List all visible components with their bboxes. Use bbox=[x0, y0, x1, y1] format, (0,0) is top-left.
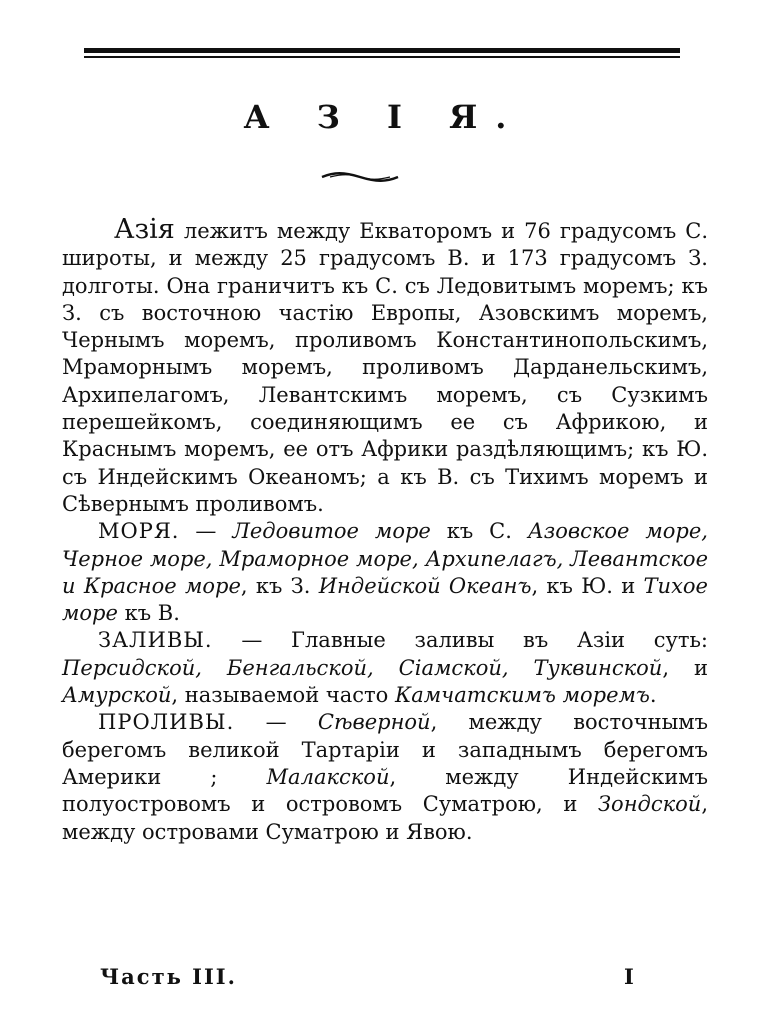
seas-name-1: Ледовитое море bbox=[232, 519, 431, 544]
gulfs-name-1: Персидской, Бенгальской, Сіамской, Туквинской bbox=[62, 655, 663, 680]
gulfs-name-2: Амурской bbox=[62, 683, 172, 708]
seas-dash: — bbox=[179, 519, 233, 544]
seas-text-2: , къ З. bbox=[240, 573, 319, 598]
title-ornament bbox=[320, 170, 400, 184]
paragraph-straits bbox=[62, 709, 708, 845]
body-text bbox=[62, 216, 708, 846]
seas-heading: МОРЯ. bbox=[98, 519, 180, 544]
header-rule-thick bbox=[84, 48, 680, 53]
straits-name-2: Малакской bbox=[266, 764, 390, 789]
paragraph-gulfs bbox=[62, 627, 708, 709]
intro-lead-word: Азія bbox=[114, 214, 175, 245]
gulfs-text-1: — Главные заливы въ Азіи суть: bbox=[212, 628, 708, 653]
straits-name-1: Сѣверной bbox=[317, 710, 431, 735]
straits-heading: ПРОЛИВЫ. bbox=[98, 710, 235, 735]
gulfs-name-3: Камчатскимъ моремъ bbox=[394, 683, 650, 708]
straits-text-2: , между Индейскимъ полуостровомъ и островомъ Суматрою, и bbox=[62, 764, 709, 817]
straits-text-3: , между островами Суматрою и Явою. bbox=[62, 792, 708, 844]
gulfs-heading: ЗАЛИВЫ. bbox=[98, 628, 213, 653]
seas-text-1: къ С. bbox=[430, 519, 528, 544]
gulfs-text-3: , называемой часто bbox=[171, 683, 395, 708]
paragraph-intro bbox=[62, 216, 708, 518]
seas-name-2: Азовское море, Черное море, Мраморное море, Архипелагъ, Левантское и Красное море bbox=[62, 519, 708, 598]
paragraph-seas bbox=[62, 518, 708, 627]
straits-dash: — bbox=[234, 710, 318, 735]
seas-name-3: Индейской Океанъ bbox=[318, 573, 532, 598]
intro-text: лежитъ между Екваторомъ и 76 градусомъ С. широты, и между 25 градусомъ В. и 173 градусомъ З. долготы. Она граничитъ къ С. съ Ледовитымъ моремъ; къ З. съ восточною частію Европы, Азовскимъ моремъ, Чернымъ моремъ, проливомъ Константинопольскимъ, Мраморнымъ моремъ, проливомъ Дарданельскимъ, Архипелагомъ, Левантскимъ моремъ, съ Сузкимъ перешейкомъ, соединяющимъ ее съ Африкою, и Краснымъ моремъ, ее отъ Африки раздѣляющимъ; къ Ю. съ Индейскимъ Океаномъ; а къ В. съ Тихимъ моремъ и Сѣвернымъ проливомъ. bbox=[62, 219, 708, 516]
seas-text-4: къ В. bbox=[117, 601, 180, 626]
sheet-number: I bbox=[624, 964, 634, 989]
straits-name-3: Зондской bbox=[597, 792, 702, 817]
header-rule-thin bbox=[84, 56, 680, 58]
gulfs-text-2: , и bbox=[662, 655, 708, 680]
gulfs-text-4: . bbox=[649, 683, 657, 708]
page-title: А З І Я. bbox=[243, 98, 525, 136]
seas-text-3: , къ Ю. и bbox=[531, 573, 644, 598]
signature-mark: Часть III. bbox=[100, 964, 237, 989]
straits-text-1: , между восточнымъ берегомъ великой Тартаріи и западнымъ берегомъ Америки ; bbox=[62, 710, 708, 789]
seas-name-4: Тихое море bbox=[62, 573, 708, 626]
